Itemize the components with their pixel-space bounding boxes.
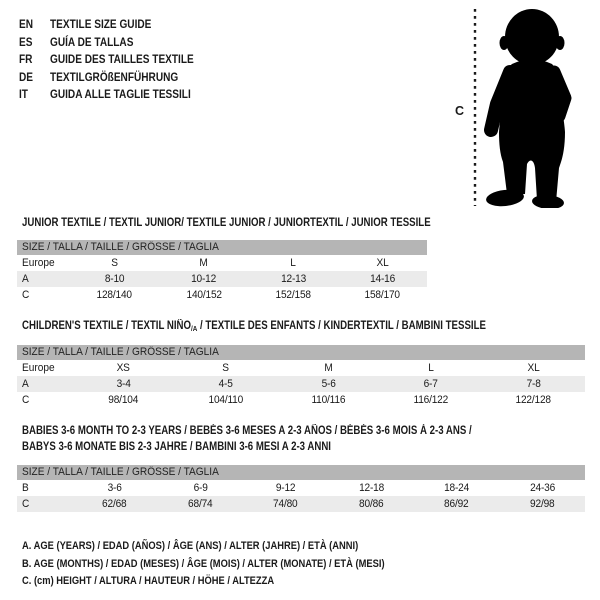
height-measure-label: C [455,104,465,118]
table-row [17,271,427,287]
footnote-b: B. AGE (MONTHS) / EDAD (MESES) / ÂGE (MOIS) / ALTER (MONATE) / ETÀ (MESI) [22,557,385,570]
table-row [17,392,585,408]
language-row-es [19,34,221,52]
value-cell: 24-36 [529,482,555,494]
junior-table-title: JUNIOR TEXTILE / TEXTIL JUNIOR/ TEXTILE JUNIOR / JUNIORTEXTIL / JUNIOR TESSILE [22,217,431,229]
value-cell: 104/110 [208,394,244,406]
row-label: B [22,482,29,494]
language-row-en [19,16,221,34]
size-cell: XL [376,257,389,269]
value-cell: 86/92 [444,498,469,510]
size-header-band [17,345,585,360]
value-cell: 110/116 [311,394,346,406]
value-cell: 9-12 [275,482,296,494]
children-table-title: CHILDREN'S TEXTILE / TEXTIL NIÑO/A / TEXTILE DES ENFANTS / KINDERTEXTIL / BAMBINI TESSILE [22,320,486,333]
size-cell: M [324,362,333,374]
value-cell: 6-9 [193,482,208,494]
table-row [17,360,585,376]
language-code: DE [19,69,34,84]
value-cell: 12-13 [280,273,306,285]
size-header-band [17,465,585,480]
value-cell: 74/80 [273,498,298,510]
row-label: C [22,498,30,510]
language-title: TEXTILE SIZE GUIDE [50,17,152,31]
value-cell: 62/68 [102,498,127,510]
value-cell: 98/104 [108,394,139,406]
value-cell: 10-12 [191,273,217,285]
size-cell: S [222,362,230,374]
row-label: A [22,378,29,390]
size-cell: L [290,257,296,269]
table-row [17,480,585,496]
value-cell: 128/140 [96,289,133,301]
value-cell: 5-6 [321,378,336,390]
footnote-legend [22,538,449,591]
value-cell: 7-8 [526,378,541,390]
value-cell: 3-4 [116,378,131,390]
value-cell: 8-10 [104,273,125,285]
language-title-list [19,16,221,104]
toddler-silhouette-icon [470,6,582,208]
row-label: Europe [22,257,55,269]
row-label: A [22,273,29,285]
size-cell: L [428,362,434,374]
language-code: EN [19,17,34,31]
size-header-label: SIZE / TALLA / TAILLE / GRÖSSE / TAGLIA [22,346,219,358]
babies-table-title: BABIES 3-6 MONTH TO 2-3 YEARS / BEBÉS 3-6 MESES A 2-3 AÑOS / BÉBÉS 3-6 MOIS À 2-3 ANS / BABYS 3-6 MONATE BIS 2-3 JAHRE / BAMBINI 3-6 MESI A 2-3 ANNI [22,425,472,453]
size-cell: XL [527,362,540,374]
value-cell: 152/158 [275,289,311,301]
language-row-it [19,86,221,104]
value-cell: 122/128 [516,394,552,406]
value-cell: 68/74 [188,498,213,510]
row-label: C [22,394,30,406]
row-label: C [22,289,30,301]
language-code: FR [19,52,33,66]
row-label: Europe [22,362,55,374]
table-row [17,376,585,392]
value-cell: 6-7 [424,378,439,390]
language-title: TEXTILGRÖßENFÜHRUNG [50,69,179,84]
value-cell: 12-18 [358,482,384,494]
size-cell: S [111,257,118,269]
toddler-body [485,9,565,208]
table-row [17,287,427,303]
value-cell: 18-24 [444,482,470,494]
value-cell: 14-16 [369,273,395,285]
table-row [17,255,427,271]
size-cell: M [199,257,209,269]
language-title: GUIDA ALLE TAGLIE TESSILI [50,87,191,101]
language-title: GUIDE DES TAILLES TEXTILE [50,52,194,66]
size-header-label: SIZE / TALLA / TAILLE / GRÖSSE / TAGLIA [22,466,219,478]
language-title: GUÍA DE TALLAS [50,34,134,49]
value-cell: 4-5 [218,378,233,390]
language-code: ES [19,34,33,49]
table-row [17,496,585,512]
junior-size-table [17,240,427,303]
value-cell: 140/152 [186,289,222,301]
size-cell: XS [116,362,130,374]
children-size-table [17,345,585,408]
babies-size-table [17,465,585,512]
language-row-fr [19,51,221,69]
language-row-de [19,69,221,87]
value-cell: 92/98 [530,498,555,510]
footnote-c: C. (cm) HEIGHT / ALTURA / HAUTEUR / HÖHE / ALTEZZA [22,575,275,587]
value-cell: 116/122 [413,394,449,406]
size-header-band [17,240,427,255]
language-code: IT [19,87,28,101]
size-header-label: SIZE / TALLA / TAILLE / GRÖSSE / TAGLIA [22,241,219,253]
footnote-a: A. AGE (YEARS) / EDAD (AÑOS) / ÂGE (ANS) / ALTER (JAHRE) / ETÀ (ANNI) [22,540,359,552]
value-cell: 80/86 [359,498,384,510]
value-cell: 3-6 [107,482,122,494]
value-cell: 158/170 [364,289,401,301]
